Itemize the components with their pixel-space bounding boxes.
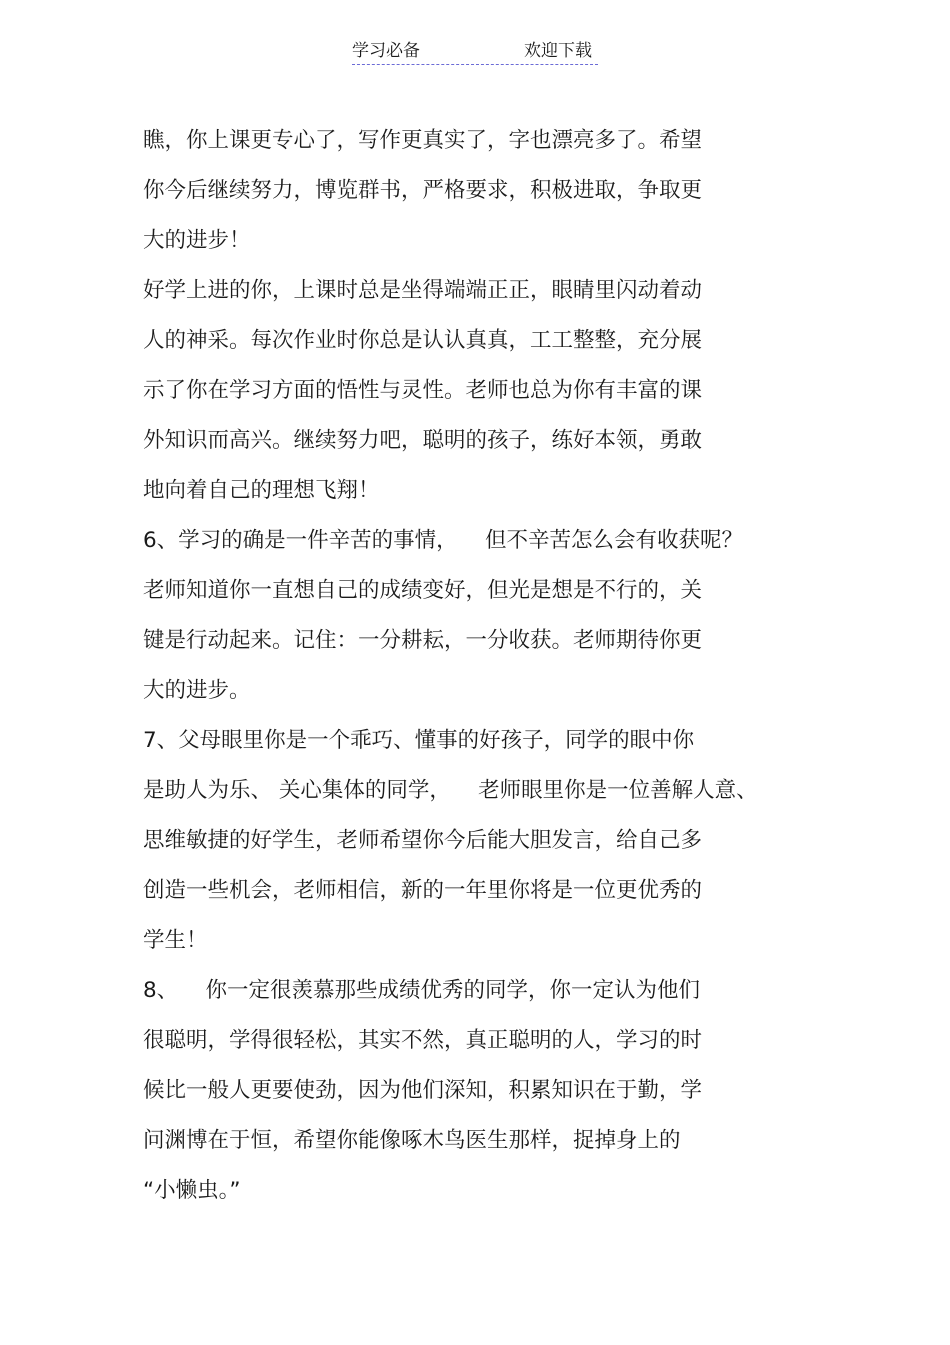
text-line: 是助人为乐、 关心集体的同学， 老师眼里你是一位善解人意、 bbox=[143, 778, 758, 803]
text-line: 老师知道你一直想自己的成绩变好，但光是想是不行的，关 bbox=[143, 578, 703, 603]
text-line: 问渊博在于恒，希望你能像啄木鸟医生那样，捉掉身上的 bbox=[143, 1128, 681, 1153]
text-line: 好学上进的你，上课时总是坐得端端正正，眼睛里闪动着动 bbox=[143, 278, 703, 303]
header-left-text: 学习必备 bbox=[352, 41, 420, 61]
text-line: 人的神采。每次作业时你总是认认真真，工工整整，充分展 bbox=[143, 328, 703, 353]
text-line: 8、 你一定很羡慕那些成绩优秀的同学，你一定认为他们 bbox=[143, 978, 701, 1003]
text-line: 候比一般人更要使劲，因为他们深知，积累知识在于勤，学 bbox=[143, 1078, 703, 1103]
text-line: 地向着自己的理想飞翔！ bbox=[143, 478, 380, 503]
text-line: 大的进步！ bbox=[143, 228, 251, 253]
text-line: 瞧，你上课更专心了，写作更真实了，字也漂亮多了。希望 bbox=[143, 128, 703, 153]
text-line: 创造一些机会，老师相信，新的一年里你将是一位更优秀的 bbox=[143, 878, 703, 903]
text-line: 示了你在学习方面的悟性与灵性。老师也总为你有丰富的课 bbox=[143, 378, 703, 403]
text-line: 思维敏捷的好学生，老师希望你今后能大胆发言，给自己多 bbox=[143, 828, 703, 853]
document-body bbox=[143, 122, 803, 1222]
text-line: 大的进步。 bbox=[143, 678, 251, 703]
text-line: “小懒虫。” bbox=[143, 1178, 241, 1203]
text-line: 6、学习的确是一件辛苦的事情， 但不辛苦怎么会有收获呢？ bbox=[143, 528, 744, 553]
page-header bbox=[352, 40, 598, 65]
text-line: 你今后继续努力，博览群书，严格要求，积极进取，争取更 bbox=[143, 178, 703, 203]
text-line: 学生！ bbox=[143, 928, 208, 953]
text-line: 很聪明，学得很轻松，其实不然，真正聪明的人，学习的时 bbox=[143, 1028, 703, 1053]
text-line: 外知识而高兴。继续努力吧，聪明的孩子，练好本领，勇敢 bbox=[143, 428, 703, 453]
text-line: 7、父母眼里你是一个乖巧、懂事的好孩子，同学的眼中你 bbox=[143, 728, 695, 753]
text-line: 键是行动起来。记住：一分耕耘，一分收获。老师期待你更 bbox=[143, 628, 703, 653]
header-right-text: 欢迎下载 bbox=[524, 41, 592, 61]
